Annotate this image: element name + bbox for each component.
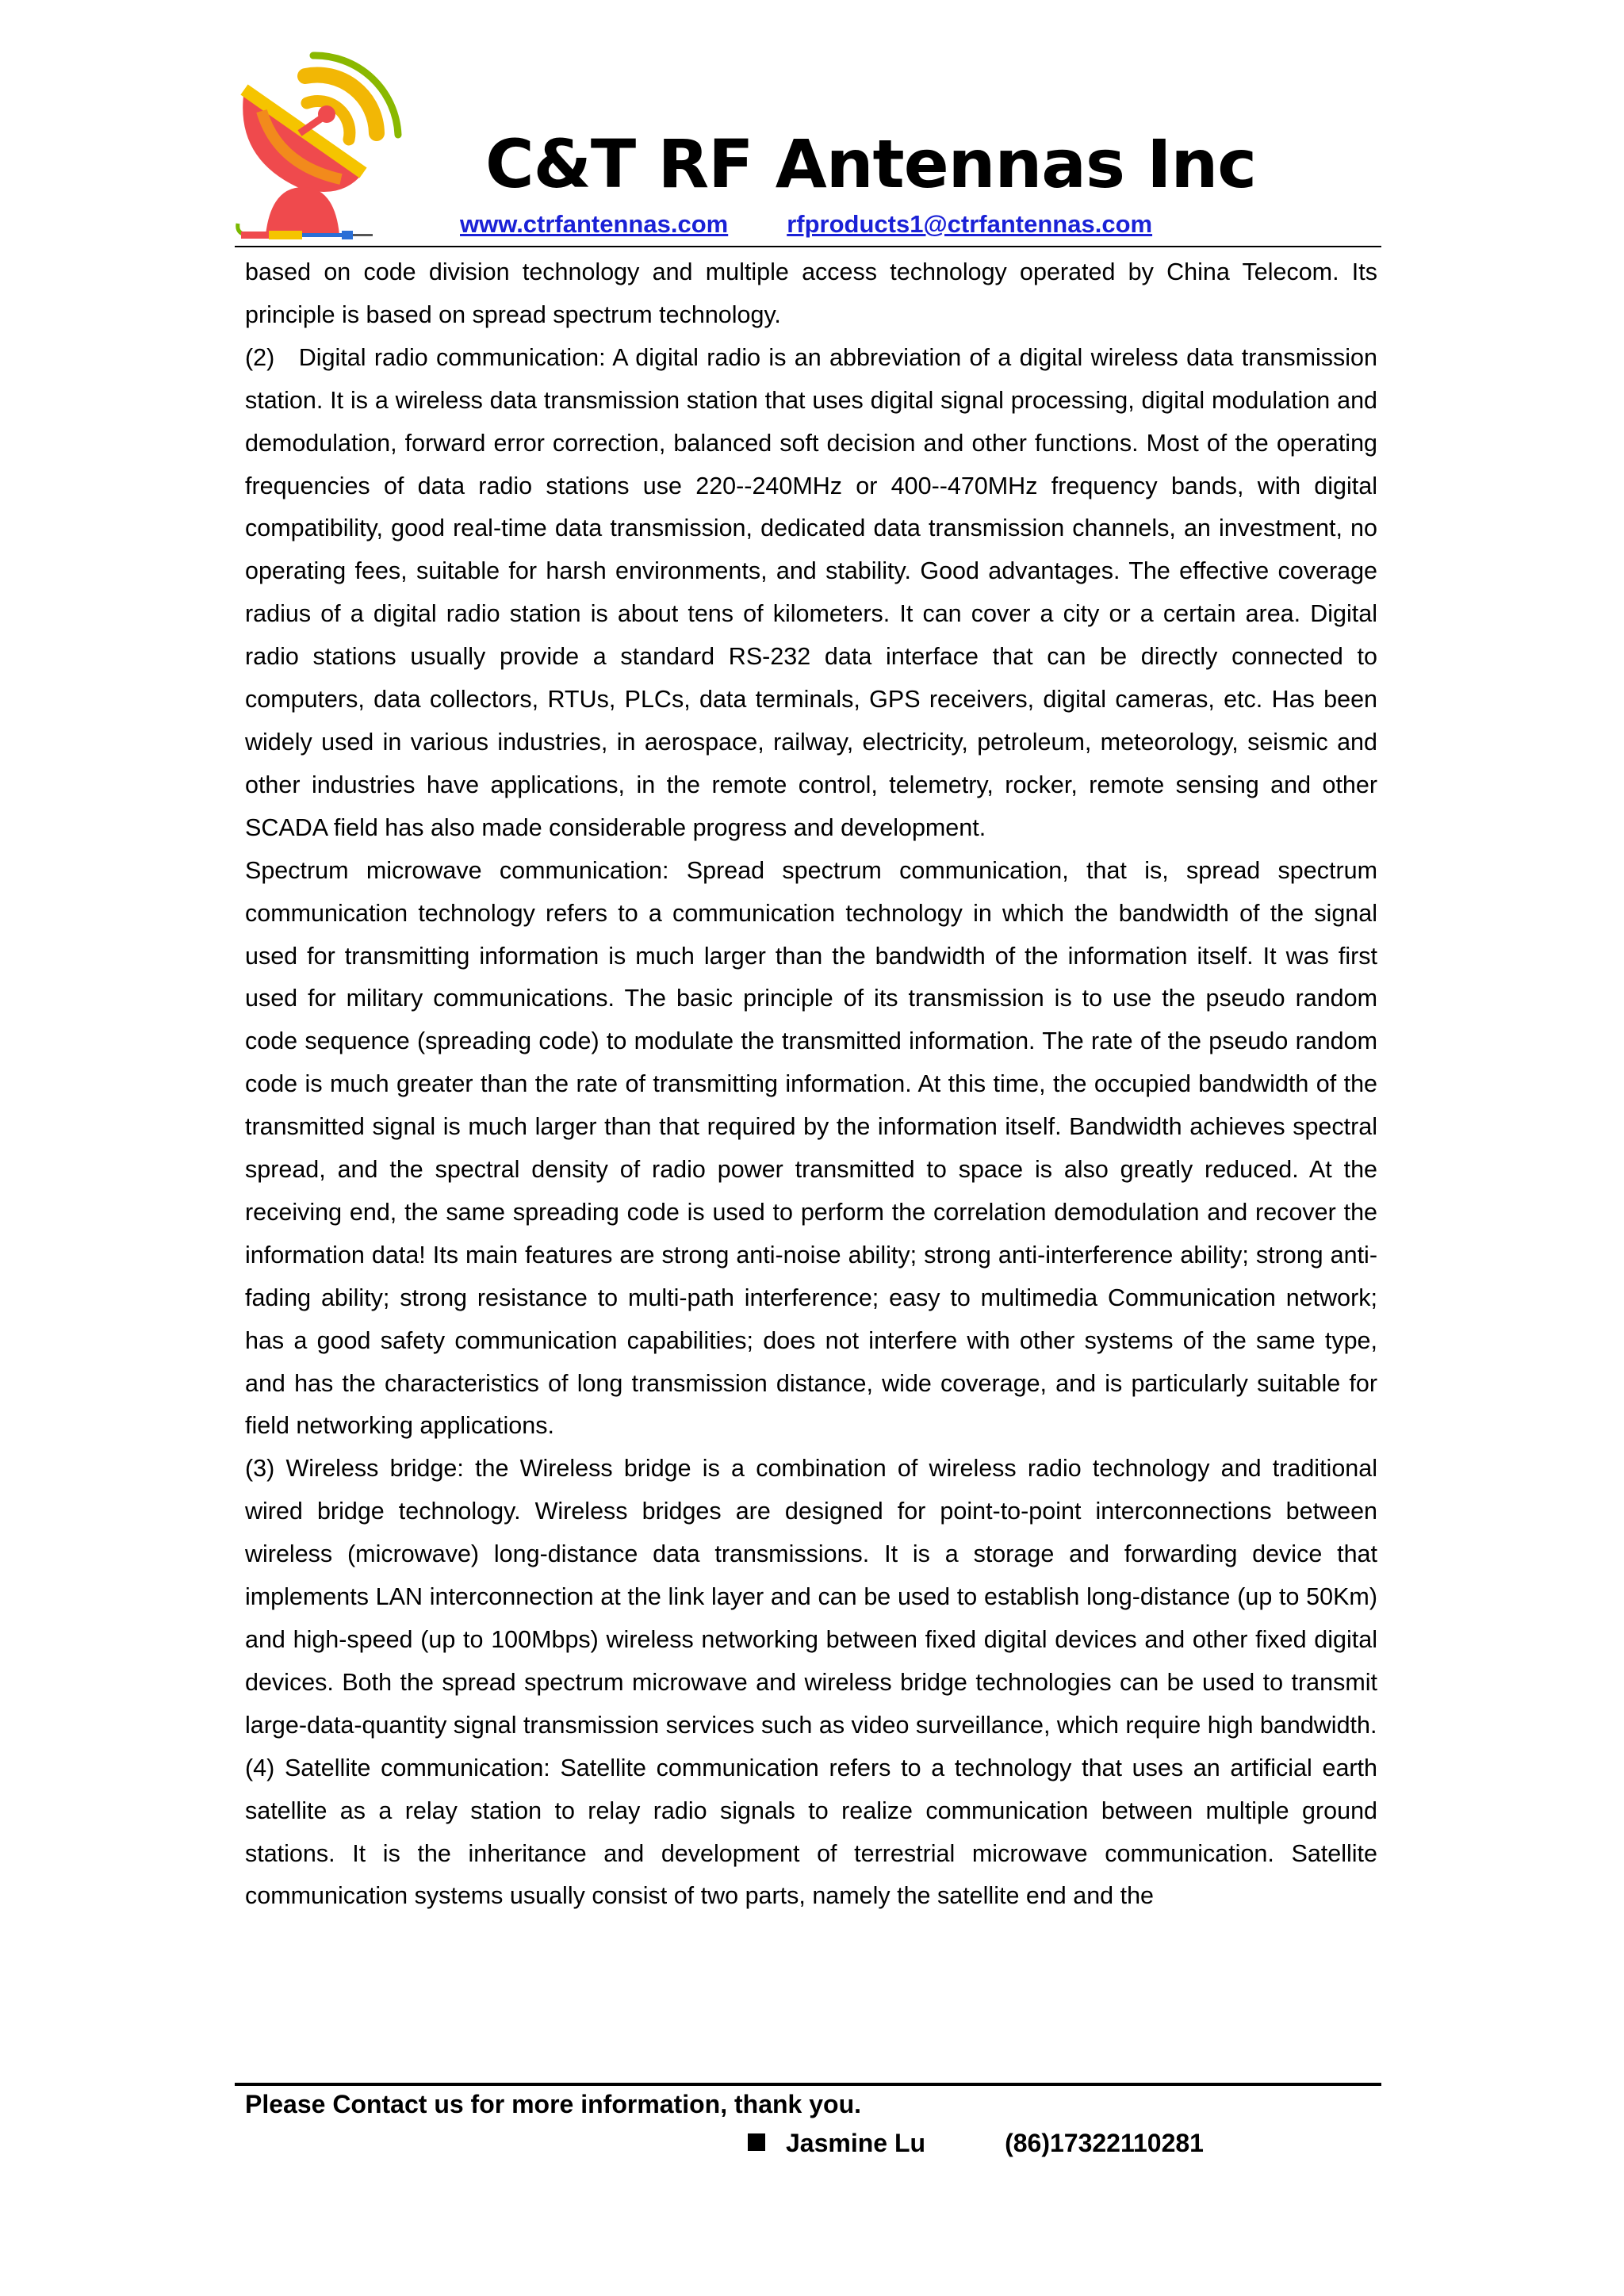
- contact-phone: (86)17322110281: [1005, 2129, 1204, 2157]
- header-links: [460, 210, 1152, 239]
- company-name: C&T RF Antennas Inc: [485, 125, 1257, 203]
- website-link[interactable]: www.ctrfantennas.com: [460, 210, 729, 238]
- company-logo: [230, 46, 412, 248]
- email-link[interactable]: rfproducts1@ctrfantennas.com: [787, 210, 1153, 238]
- footer-note: Please Contact us for more information, thank you.: [245, 2090, 862, 2118]
- paragraph: (2) Digital radio communication: A digital radio is an abbreviation of a digital wireless data transmission station. It is a wireless data transmission station that uses digital signal processing, digital modulation and demodulation, forward error correction, balanced soft decision and other functions. Most of the operating frequencies of data radio stations use 220--240MHz or 400--470MHz frequency bands, with digital compatibility, good real-time data transmission, dedicated data transmission channels, an investment, no operating fees, suitable for harsh environments, and stability. Good advantages. The effective coverage radius of a digital radio station is about tens of kilometers. It can cover a city or a certain area. Digital radio stations usually provide a standard RS-232 data interface that can be directly connected to computers, data collectors, RTUs, PLCs, data terminals, GPS receivers, digital cameras, etc. Has been widely used in various industries, in aerospace, railway, electricity, petroleum, meteorology, seismic and other industries have applications, in the remote control, telemetry, rocker, remote sensing and other SCADA field has also made considerable progress and development.: [245, 343, 1377, 841]
- paragraph: Spectrum microwave communication: Spread spectrum communication, that is, spread spectrum communication technology refers to a communication technology in which the bandwidth of the signal used for transmitting information is much larger than the bandwidth of the information itself. It was first used for military communications. The basic principle of its transmission is to use the pseudo random code sequence (spreading code) to modulate the transmitted information. The rate of the pseudo random code is much greater than the rate of transmitting information. At this time, the occupied bandwidth of the transmitted signal is much larger than that required by the information itself. Bandwidth achieves spectral spread, and the spectral density of radio power transmitted to space is also greatly reduced. At the receiving end, the same spreading code is used to perform the correlation demodulation and recover the information data! Its main features are strong anti-noise ability; strong anti-interference ability; strong anti-fading ability; strong resistance to multi-path interference; easy to multimedia Communication network; has a good safety communication capabilities; does not interfere with other systems of the same type, and has the characteristics of long transmission distance, wide coverage, and is particularly suitable for field networking applications.: [245, 856, 1377, 1440]
- square-bullet-icon: [748, 2133, 765, 2151]
- document-body: [245, 251, 1377, 1918]
- paragraph: (3) Wireless bridge: the Wireless bridge is a combination of wireless radio technology and traditional wired bridge technology. Wireless bridges are designed for point-to-point interconnections between wireless (microwave) long-distance data transmissions. It is a storage and forwarding device that implements LAN interconnection at the link layer and can be used to establish long-distance (up to 50Km) and high-speed (up to 100Mbps) wireless networking between fixed digital devices and other fixed digital devices. Both the spread spectrum microwave and wireless bridge technologies can be used to transmit large-data-quantity signal transmission services such as video surveillance, which require high bandwidth.: [245, 1455, 1377, 1739]
- contact-name: Jasmine Lu: [786, 2129, 926, 2157]
- header-divider: [235, 246, 1381, 247]
- paragraph: (4) Satellite communication: Satellite communication refers to a technology that uses an artificial earth satellite as a relay station to relay radio signals to realize communication between multiple ground stations. It is the inheritance and development of terrestrial microwave communication. Satellite communication systems usually consist of two parts, namely the satellite end and the: [245, 1754, 1377, 1910]
- footer-divider: [235, 2083, 1381, 2086]
- contact-line: [748, 2129, 1204, 2158]
- paragraph: based on code division technology and multiple access technology operated by China Telecom. Its principle is based on spread spectrum technology.: [245, 258, 1377, 328]
